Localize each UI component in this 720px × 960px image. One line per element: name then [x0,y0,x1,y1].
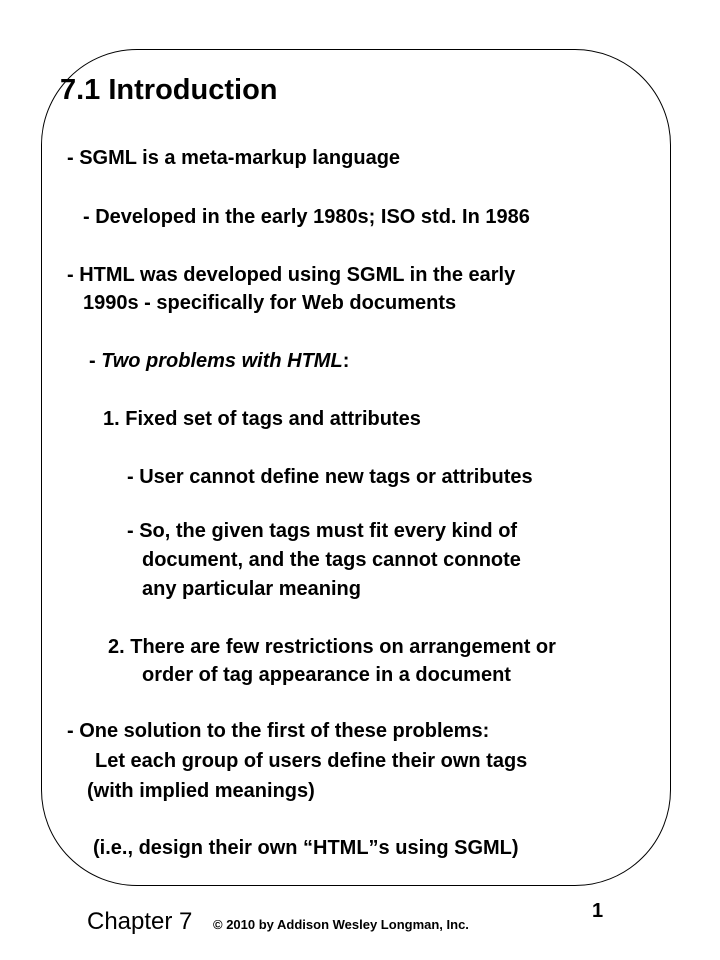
body-line-html-developed: - HTML was developed using SGML in the early [67,264,516,286]
body-line-given-tags-cont-2: any particular meaning [142,578,361,600]
two-problems-emphasis: Two problems with HTML [101,350,343,372]
two-problems-prefix: - [89,350,102,372]
body-line-two-problems [89,351,349,371]
body-line-one-solution: - One solution to the first of these problems: [67,720,490,742]
body-line-html-developed-cont: 1990s - specifically for Web documents [83,292,457,314]
footer-chapter: Chapter 7 [87,908,193,935]
body-line-given-tags: - So, the given tags must fit every kind of [127,520,518,542]
footer-copyright: © 2010 by Addison Wesley Longman, Inc. [213,917,469,932]
body-line-problem-2: 2. There are few restrictions on arrangement or [108,636,556,658]
body-line-sgml-meta-markup: - SGML is a meta-markup language [67,147,401,169]
slide-title: 7.1 Introduction [60,74,278,106]
body-line-user-cannot-define: - User cannot define new tags or attributes [127,466,533,488]
body-line-solution-implied-meanings: (with implied meanings) [87,780,315,802]
body-line-sgml-developed: - Developed in the early 1980s; ISO std. In 1986 [83,206,530,228]
body-line-solution-define-tags: Let each group of users define their own tags [95,750,528,772]
body-line-solution-design-html: (i.e., design their own “HTML”s using SGML) [93,837,519,859]
body-line-given-tags-cont-1: document, and the tags cannot connote [142,549,521,571]
page-number: 1 [592,900,604,922]
body-line-problem-2-cont: order of tag appearance in a document [142,664,511,686]
two-problems-suffix: : [342,350,350,372]
body-line-problem-1: 1. Fixed set of tags and attributes [103,408,421,430]
